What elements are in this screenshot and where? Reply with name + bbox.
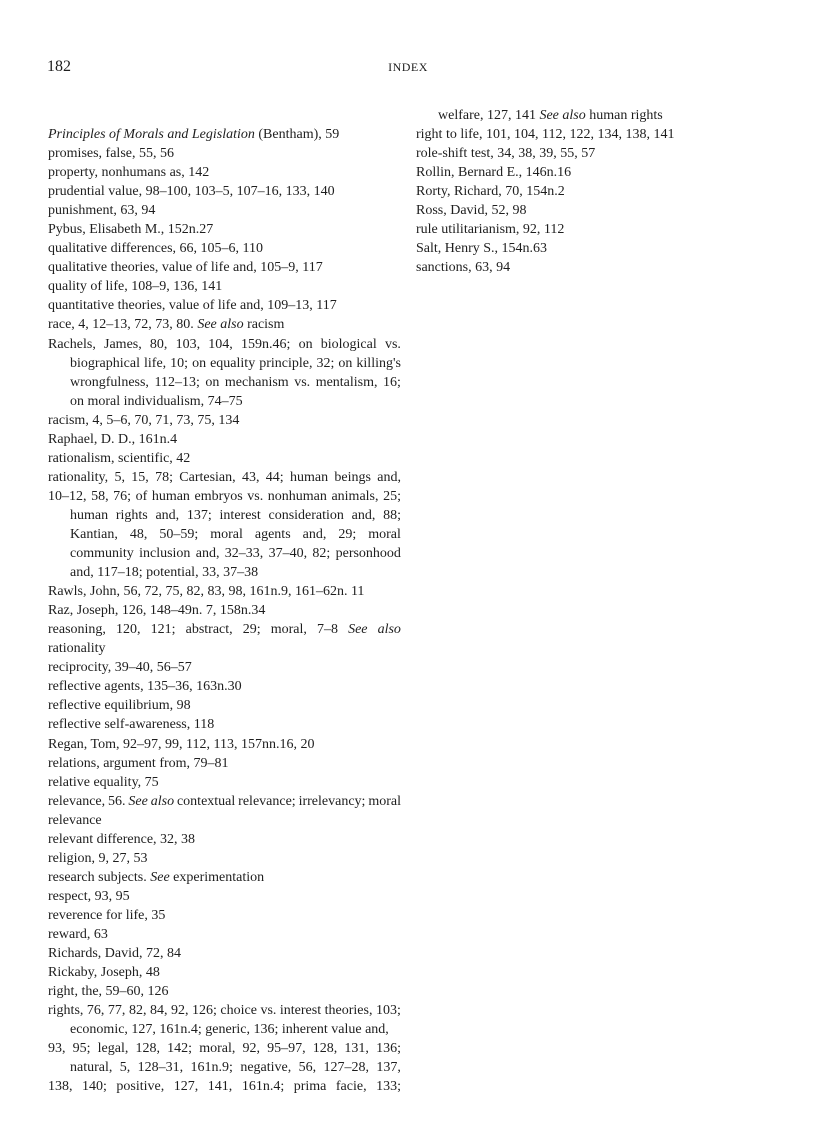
index-text: Ross, David, 52, 98 — [416, 203, 527, 219]
index-text: rule utilitarianism, 92, 112 — [416, 222, 565, 238]
index-word: rights, — [48, 1003, 84, 1019]
index-line — [48, 392, 401, 411]
index-word: vs. — [384, 336, 401, 352]
index-word: principle, — [259, 355, 313, 371]
index-word: equality — [210, 355, 256, 371]
index-text: Rickaby, Joseph, 48 — [48, 965, 160, 981]
index-word: 10–12, — [48, 488, 87, 504]
page-number: 182 — [47, 58, 71, 75]
index-line — [416, 201, 686, 220]
index-line — [48, 830, 401, 849]
index-text: welfare, 127, 141 — [438, 108, 540, 123]
index-word: 112–13; — [154, 374, 200, 390]
index-word: 84, — [149, 1003, 168, 1019]
index-word: 138, — [48, 1079, 73, 1095]
index-word: contextual — [176, 793, 236, 809]
index-word: 127–28, — [323, 1060, 370, 1076]
index-text: quantitative theories, value of life and, 109–13, 117 — [48, 298, 337, 314]
index-word: 104, — [208, 336, 233, 352]
index-word: natural, — [70, 1060, 113, 1076]
index-word: 48, — [129, 526, 148, 542]
index-line — [48, 792, 401, 811]
index-text: relations, argument from, 79–81 — [48, 755, 229, 771]
index-text: sanctions, 63, 94 — [416, 260, 511, 276]
index-line — [48, 868, 401, 887]
index-line — [48, 354, 401, 373]
index-line — [48, 258, 401, 277]
index-line — [48, 925, 401, 944]
index-text: Rollin, Bernard E., 146n.16 — [416, 165, 572, 181]
index-line — [48, 677, 401, 696]
index-word: choice — [220, 1003, 257, 1019]
index-word: 29; — [242, 622, 261, 638]
index-word: 44; — [265, 469, 284, 485]
index-line — [48, 601, 401, 620]
index-word: 37–40, — [268, 546, 308, 562]
index-line — [48, 735, 401, 754]
index-word: also — [150, 793, 175, 809]
index-word: 137; — [186, 507, 212, 523]
index-line — [48, 373, 401, 392]
running-head: INDEX — [388, 60, 428, 74]
index-word: 128, — [135, 1041, 161, 1057]
index-word: and, — [302, 526, 327, 542]
index-line — [48, 220, 401, 239]
index-text: reflective equilibrium, 98 — [48, 698, 191, 714]
index-word: 126; — [191, 1003, 217, 1019]
index-line — [416, 239, 686, 258]
index-line — [416, 182, 686, 201]
index-word: theories, — [324, 1003, 373, 1019]
index-text: quality of life, 108–9, 136, 141 — [48, 279, 223, 295]
index-word: embryos — [194, 488, 243, 504]
index-line — [48, 982, 401, 1001]
index-line — [48, 411, 401, 430]
index-text: reward, 63 — [48, 926, 108, 942]
index-line — [48, 963, 401, 982]
index-line — [48, 715, 401, 734]
index-line — [48, 125, 401, 144]
index-text: Richards, David, 72, 84 — [48, 946, 181, 962]
index-line — [48, 887, 401, 906]
index-word: on — [192, 355, 207, 371]
index-word: 5, — [119, 1060, 131, 1076]
index-line — [48, 811, 401, 830]
index-word: killing's — [356, 355, 401, 371]
index-word: rationality, — [48, 469, 109, 485]
index-word: on — [338, 355, 353, 371]
index-word: 159n.46; — [240, 336, 291, 352]
index-word: 16; — [383, 374, 401, 390]
index-word: 95; — [72, 1041, 91, 1057]
index-text: Rawls, John, 56, 72, 75, 82, 83, 98, 161n.9, 161–62n. 11 — [48, 584, 365, 600]
index-word: 92, — [242, 1041, 260, 1057]
index-word: of — [135, 488, 148, 504]
index-word: facie, — [335, 1079, 367, 1095]
index-line — [416, 258, 686, 277]
index-line — [48, 506, 401, 525]
index-word: 131, — [344, 1041, 369, 1057]
index-text: reflective agents, 135–36, 163n.30 — [48, 679, 242, 695]
index-word: James, — [104, 336, 142, 352]
index-word: 133; — [376, 1079, 401, 1095]
index-word: interest — [219, 507, 261, 523]
index-line — [48, 468, 401, 487]
index-word: agents — [254, 526, 291, 542]
index-word: prima — [293, 1079, 327, 1095]
index-line — [48, 944, 401, 963]
index-text: Pybus, Elisabeth M., 152n.27 — [48, 222, 214, 238]
index-word: moral — [210, 526, 243, 542]
index-word: relevance, — [48, 793, 106, 809]
index-line — [416, 144, 686, 163]
index-word: 120, — [116, 622, 141, 638]
index-word: and, — [377, 469, 401, 485]
index-text: experimentation — [169, 869, 265, 885]
index-text: right to life, 101, 104, 112, 122, 134, 138, 141 — [416, 127, 675, 143]
index-text: See also — [539, 108, 586, 123]
index-line — [48, 335, 401, 354]
index-line — [48, 525, 401, 544]
index-word: 78; — [155, 469, 173, 485]
index-text: respect, 93, 95 — [48, 888, 130, 904]
index-line — [48, 182, 401, 201]
index-word: 82; — [312, 546, 331, 562]
index-word: 92, — [170, 1003, 189, 1019]
index-word: 161n.4; — [241, 1079, 285, 1095]
index-text: rationalism, scientific, 42 — [48, 450, 191, 466]
index-column-right — [416, 106, 686, 277]
index-word: animals, — [331, 488, 379, 504]
index-word: irrelevancy; — [298, 793, 366, 809]
index-text: See — [150, 869, 170, 885]
index-word: biographical — [70, 355, 140, 371]
index-line — [48, 582, 401, 601]
index-line — [48, 1020, 401, 1039]
index-word: 161n.9; — [190, 1060, 233, 1076]
index-text: Regan, Tom, 92–97, 99, 112, 113, 157nn.16, 20 — [48, 736, 315, 752]
index-text: relevant difference, 32, 38 — [48, 831, 196, 847]
index-word: community — [70, 546, 134, 562]
index-text: relative equality, 75 — [48, 774, 159, 790]
index-word: 77, — [107, 1003, 126, 1019]
index-word: and, — [351, 507, 376, 523]
index-word: 140; — [82, 1079, 107, 1095]
index-text: research subjects. — [48, 869, 151, 885]
index-word: 56. — [108, 793, 126, 809]
index-text: religion, 9, 27, 53 — [48, 850, 148, 866]
index-line — [48, 1058, 401, 1077]
index-word: 127, — [173, 1079, 199, 1095]
index-word: moral — [368, 526, 401, 542]
index-word: and, — [195, 546, 220, 562]
index-word: See — [128, 793, 148, 809]
index-line — [48, 144, 401, 163]
index-word: wrongfulness, — [70, 374, 149, 390]
index-line — [416, 125, 686, 144]
index-word: 141, — [207, 1079, 233, 1095]
index-word: biological — [320, 336, 377, 352]
index-word: inclusion — [139, 546, 191, 562]
index-line — [48, 849, 401, 868]
index-text: reflective self-awareness, 118 — [48, 717, 215, 733]
index-line — [48, 315, 401, 334]
index-line — [48, 487, 401, 506]
index-line — [48, 449, 401, 468]
index-word: 88; — [383, 507, 401, 523]
index-text: role-shift test, 34, 38, 39, 55, 57 — [416, 146, 596, 162]
index-text: human rights — [585, 108, 663, 123]
index-line — [416, 106, 686, 125]
index-text: See also — [197, 317, 244, 333]
index-line — [48, 639, 401, 658]
index-word: moral, — [270, 622, 307, 638]
index-word: mechanism — [224, 374, 289, 390]
index-word: beings — [334, 469, 371, 485]
index-word: 103, — [175, 336, 201, 352]
index-word: human — [70, 507, 109, 523]
index-word: Rachels, — [48, 336, 96, 352]
index-word: 10; — [170, 355, 189, 371]
index-word: rights — [115, 507, 148, 523]
index-word: human — [151, 488, 190, 504]
index-word: consideration — [268, 507, 344, 523]
index-text: qualitative differences, 66, 105–6, 110 — [48, 241, 263, 257]
index-word: 142; — [167, 1041, 193, 1057]
index-text: punishment, 63, 94 — [48, 203, 156, 219]
index-text: property, nonhumans as, 142 — [48, 165, 210, 181]
index-text: promises, false, 55, 56 — [48, 146, 174, 162]
index-text: qualitative theories, value of life and, 105–9, 117 — [48, 260, 323, 276]
index-word: 103; — [375, 1003, 401, 1019]
index-line — [48, 563, 401, 582]
index-text: reverence for life, 35 — [48, 907, 166, 923]
index-word: vs. — [294, 374, 311, 390]
index-word: positive, — [116, 1079, 165, 1095]
index-line — [48, 773, 401, 792]
index-line — [48, 296, 401, 315]
index-word: 25; — [383, 488, 401, 504]
page-header — [0, 58, 816, 82]
index-line — [48, 544, 401, 563]
index-word: mentalism, — [315, 374, 378, 390]
index-text: and, 117–18; potential, 33, 37–38 — [70, 565, 259, 581]
index-word: 93, — [48, 1041, 66, 1057]
index-word: 128–31, — [137, 1060, 184, 1076]
index-word: also — [377, 622, 401, 638]
index-word: 7–8 — [316, 622, 338, 638]
index-word: 136; — [376, 1041, 401, 1057]
index-text: Principles of Morals and Legislation — [48, 127, 255, 142]
index-text: reciprocity, 39–40, 56–57 — [48, 660, 192, 676]
index-text: right, the, 59–60, 126 — [48, 984, 169, 1000]
index-word: moral — [368, 793, 401, 809]
index-text: Raz, Joseph, 126, 148–49n. 7, 158n.34 — [48, 603, 266, 619]
index-word: 95–97, — [267, 1041, 306, 1057]
index-word: on — [205, 374, 220, 390]
index-text: economic, 127, 161n.4; generic, 136; inherent value and, — [70, 1022, 389, 1038]
index-word: 50–59; — [159, 526, 199, 542]
index-word: 128, — [312, 1041, 338, 1057]
index-word: abstract, — [185, 622, 233, 638]
index-word: 76, — [86, 1003, 105, 1019]
index-line — [48, 201, 401, 220]
index-word: life, — [144, 355, 167, 371]
index-line — [48, 696, 401, 715]
index-line — [416, 163, 686, 182]
index-word: Kantian, — [70, 526, 118, 542]
index-column-left — [48, 125, 401, 1096]
index-word: 32; — [316, 355, 335, 371]
index-word: 82, — [128, 1003, 147, 1019]
index-word: personhood — [335, 546, 401, 562]
index-word: 32–33, — [224, 546, 264, 562]
index-word: Cartesian, — [179, 469, 236, 485]
index-word: 80, — [149, 336, 168, 352]
index-word: and, — [155, 507, 180, 523]
index-line — [48, 277, 401, 296]
index-word: on — [298, 336, 313, 352]
index-text: Rorty, Richard, 70, 154n.2 — [416, 184, 565, 200]
index-word: legal, — [97, 1041, 129, 1057]
index-text: Salt, Henry S., 154n.63 — [416, 241, 548, 257]
index-word: negative, — [240, 1060, 292, 1076]
index-word: reasoning, — [48, 622, 106, 638]
index-word: 137, — [376, 1060, 401, 1076]
index-line — [416, 220, 686, 239]
index-line — [48, 1077, 401, 1096]
index-word: See — [348, 622, 368, 638]
index-word: 76; — [113, 488, 132, 504]
index-word: 56, — [298, 1060, 317, 1076]
index-line — [48, 239, 401, 258]
index-line — [48, 430, 401, 449]
index-line — [48, 620, 401, 639]
index-line — [48, 1001, 401, 1020]
index-word: interest — [279, 1003, 322, 1019]
index-word: 43, — [241, 469, 260, 485]
index-line — [48, 163, 401, 182]
index-line — [48, 1039, 401, 1058]
index-text: (Bentham), 59 — [254, 127, 340, 142]
index-word: relevance; — [238, 793, 296, 809]
index-word: vs. — [247, 488, 264, 504]
index-text: prudential value, 98–100, 103–5, 107–16, 133, 140 — [48, 184, 335, 200]
index-line — [48, 906, 401, 925]
index-word: moral, — [199, 1041, 236, 1057]
index-word: 29; — [338, 526, 357, 542]
index-word: 121; — [150, 622, 176, 638]
index-word: nonhuman — [267, 488, 327, 504]
index-word: vs. — [260, 1003, 277, 1019]
index-text: on moral individualism, 74–75 — [70, 393, 243, 409]
index-text: racism — [243, 317, 285, 333]
index-word: 58, — [91, 488, 109, 504]
index-text: relevance — [48, 812, 102, 828]
index-text: racism, 4, 5–6, 70, 71, 73, 75, 134 — [48, 412, 240, 428]
index-word: human — [289, 469, 329, 485]
index-text: rationality — [48, 641, 106, 657]
index-line — [48, 658, 401, 677]
index-word: 15, — [131, 469, 149, 485]
index-word: 5, — [114, 469, 125, 485]
index-text: race, 4, 12–13, 72, 73, 80. — [48, 317, 198, 333]
index-line — [48, 754, 401, 773]
index-text: Raphael, D. D., 161n.4 — [48, 431, 178, 447]
